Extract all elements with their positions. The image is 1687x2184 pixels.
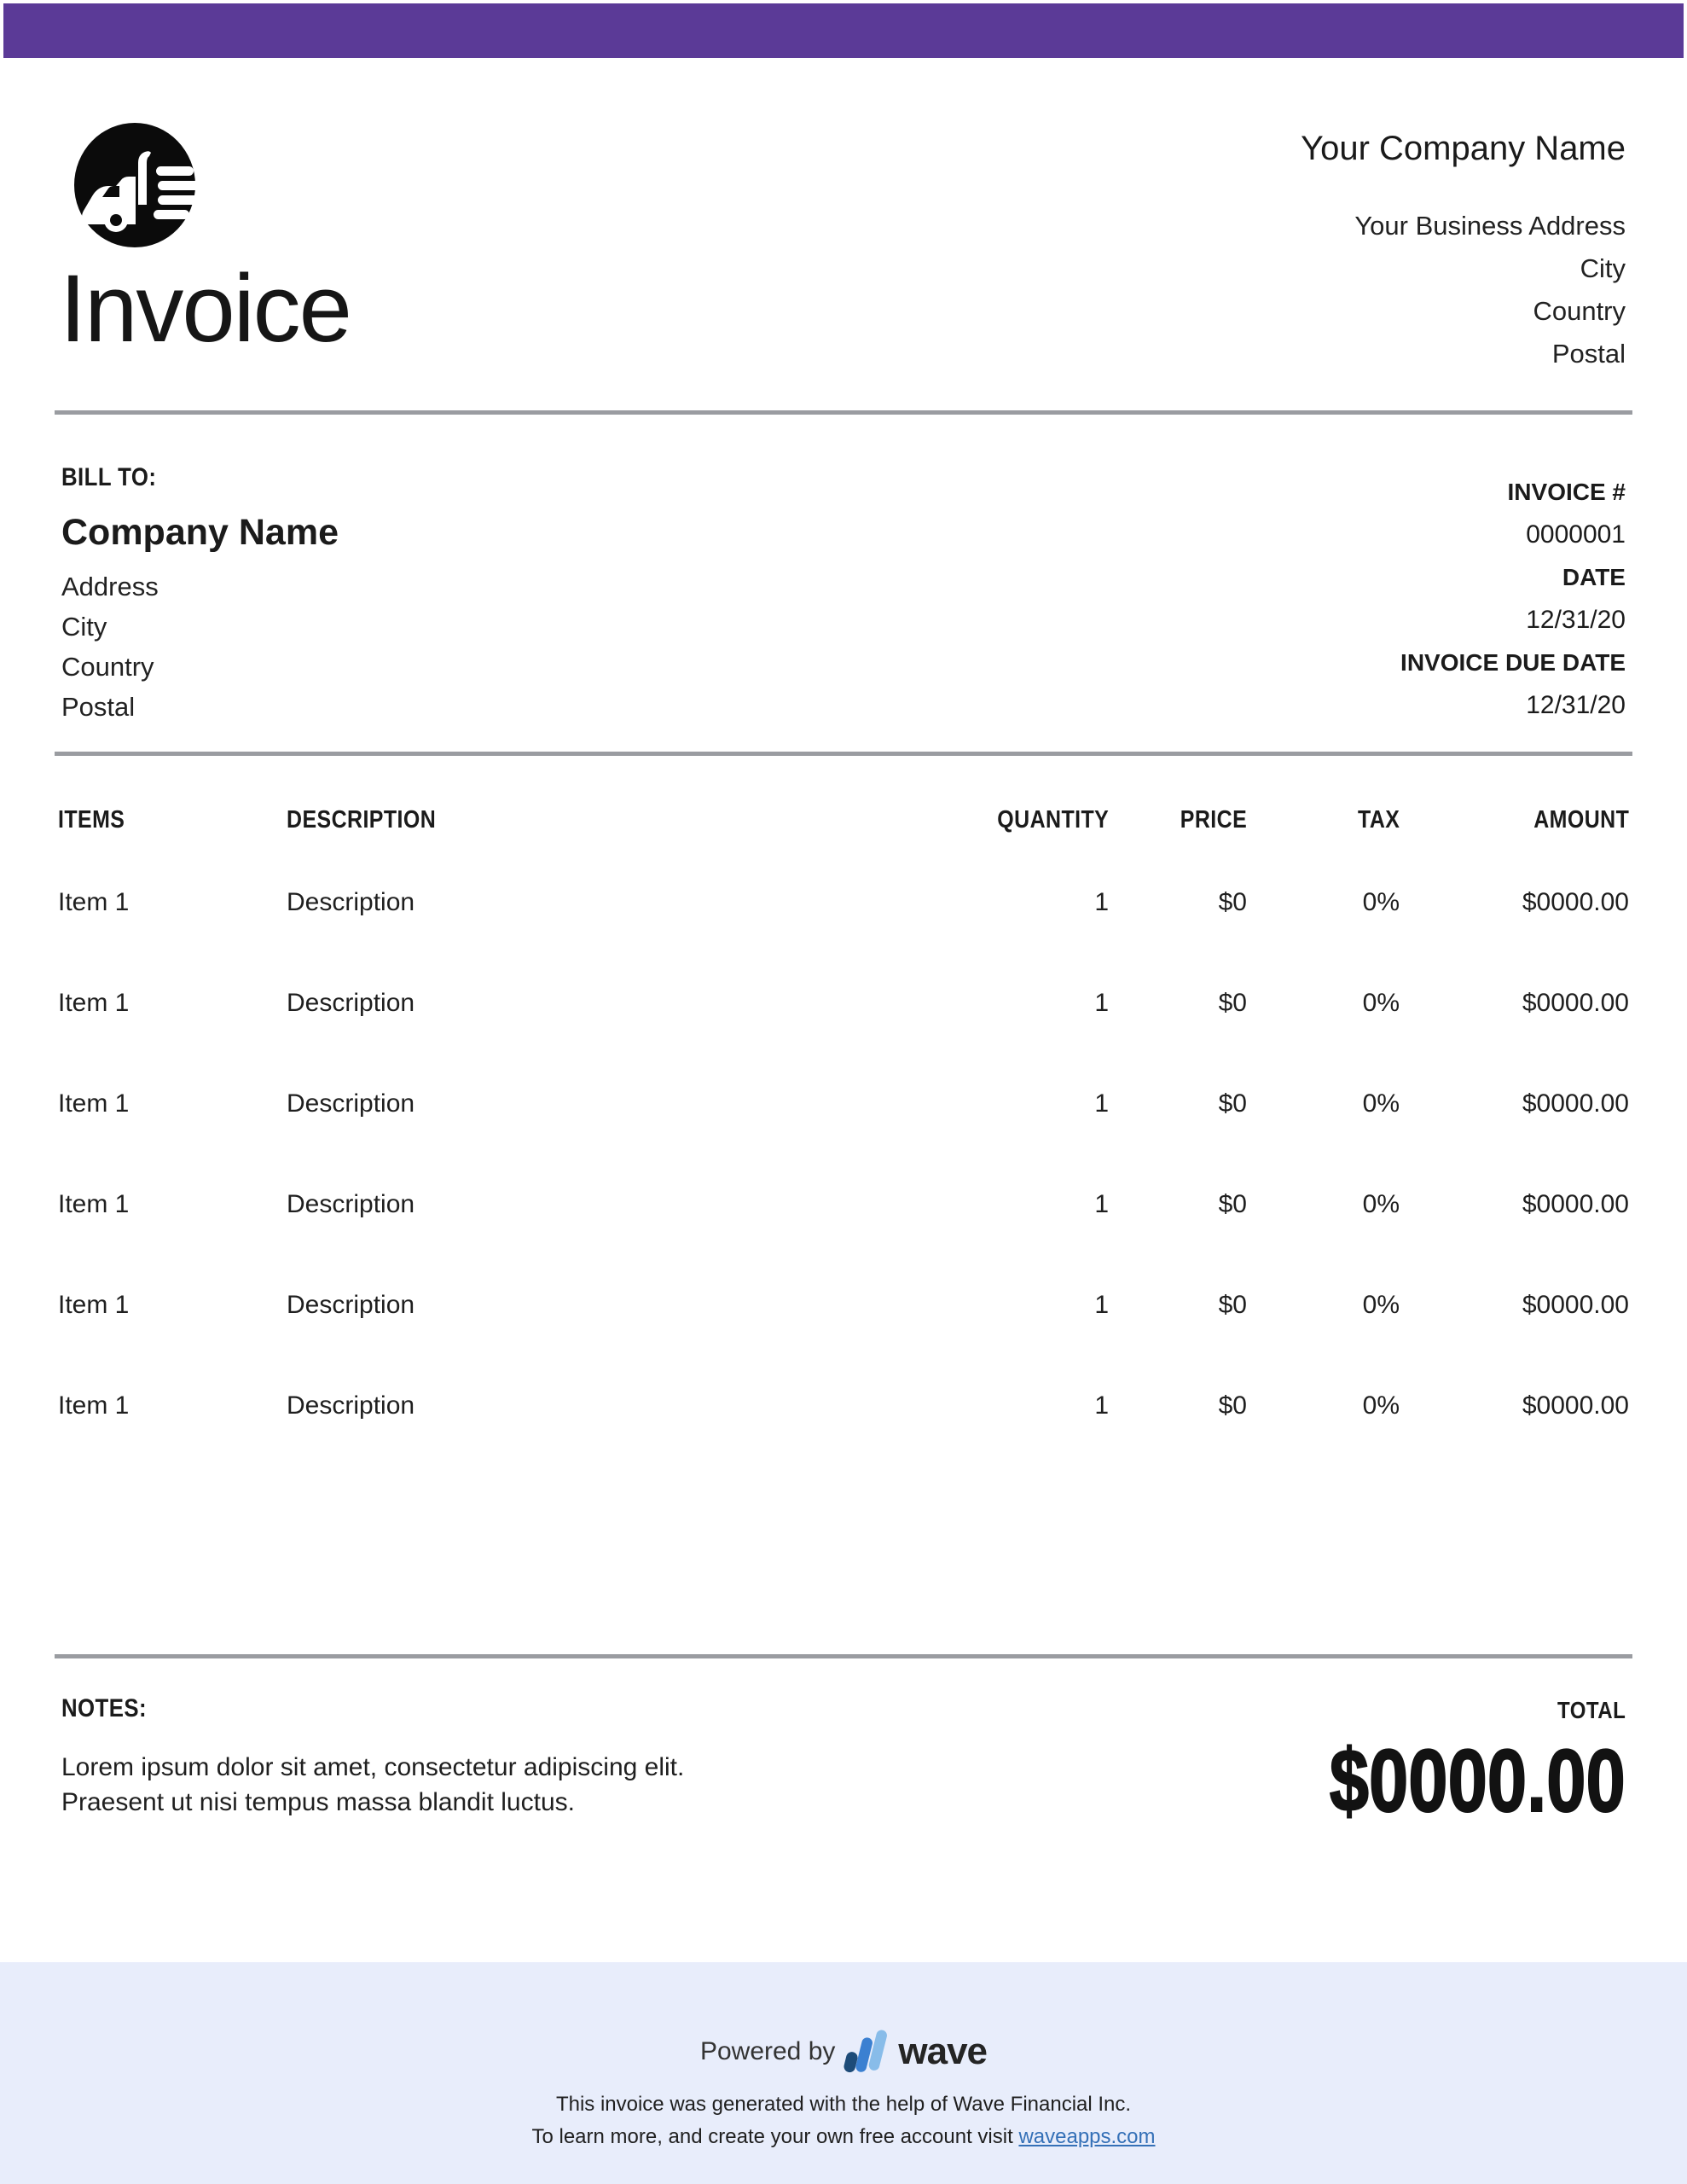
cell-quantity: 1 [1094, 888, 1109, 916]
invoice-number-label: INVOICE # [1507, 479, 1626, 505]
cell-amount: $0000.00 [1522, 1291, 1629, 1319]
cell-price: $0 [1218, 1291, 1247, 1319]
company-info [1301, 128, 1626, 375]
footer-line-1: This invoice was generated with the help of Wave Financial Inc. [555, 2093, 1132, 2116]
cell-item: Item 1 [58, 1291, 130, 1319]
cell-tax: 0% [1362, 1190, 1400, 1218]
notes-line-2: Praesent ut nisi tempus massa blandit luctus. [61, 1788, 575, 1816]
cell-amount: $0000.00 [1522, 1391, 1629, 1420]
cell-tax: 0% [1362, 1089, 1400, 1118]
invoice-number: 0000001 [1526, 520, 1626, 549]
cell-price: $0 [1218, 1089, 1247, 1118]
bill-to-section [61, 462, 339, 727]
company-logo [72, 120, 200, 250]
footer-line-2-text: To learn more, and create your own free account visit [531, 2125, 1019, 2148]
total-amount: $0000.00 [1329, 1732, 1626, 1831]
cell-description: Description [287, 1391, 415, 1420]
invoice-due-date: 12/31/20 [1526, 691, 1626, 719]
bill-to-postal: Postal [61, 692, 136, 722]
cell-amount: $0000.00 [1522, 989, 1629, 1017]
notes-line-1: Lorem ipsum dolor sit amet, consectetur adipiscing elit. [61, 1753, 685, 1781]
footer-line-2 [0, 2121, 1687, 2153]
cell-tax: 0% [1362, 888, 1400, 916]
total-label: TOTAL [1557, 1697, 1626, 1723]
col-tax: TAX [1357, 806, 1400, 834]
cell-description: Description [287, 989, 415, 1017]
wave-wordmark: wave [898, 2030, 988, 2072]
footer [0, 1962, 1687, 2184]
col-items: ITEMS [58, 806, 125, 834]
cell-price: $0 [1218, 1391, 1247, 1420]
cell-quantity: 1 [1094, 1190, 1109, 1218]
bill-to-company: Company Name [61, 512, 339, 553]
col-amount: AMOUNT [1533, 806, 1629, 834]
table-header-row [58, 805, 1629, 834]
cell-item: Item 1 [58, 989, 130, 1017]
table-row [58, 988, 1629, 1089]
divider-header [55, 410, 1632, 415]
cell-description: Description [287, 888, 415, 916]
document-title: Invoice [60, 255, 351, 362]
col-price: PRICE [1180, 806, 1247, 834]
cell-price: $0 [1218, 1190, 1247, 1218]
cell-amount: $0000.00 [1522, 1089, 1629, 1118]
invoice-date: 12/31/20 [1526, 606, 1626, 634]
waveapps-link[interactable]: waveapps.com [1018, 2125, 1156, 2148]
wave-logo-icon [844, 2025, 888, 2078]
cell-tax: 0% [1362, 1391, 1400, 1420]
cell-tax: 0% [1362, 989, 1400, 1017]
company-country: Country [1533, 296, 1626, 326]
cell-item: Item 1 [58, 1190, 130, 1218]
cell-quantity: 1 [1094, 1391, 1109, 1420]
line-items-table [58, 805, 1629, 1491]
cell-item: Item 1 [58, 1089, 130, 1118]
col-quantity: QUANTITY [997, 806, 1109, 834]
table-row [58, 1189, 1629, 1290]
cell-quantity: 1 [1094, 989, 1109, 1017]
cell-quantity: 1 [1094, 1291, 1109, 1319]
table-row [58, 1290, 1629, 1391]
cell-quantity: 1 [1094, 1089, 1109, 1118]
bill-to-address: Address [61, 572, 159, 601]
truck-icon [72, 120, 200, 250]
notes-label: NOTES: [61, 1694, 148, 1722]
due-date-label: INVOICE DUE DATE [1400, 649, 1626, 676]
cell-description: Description [287, 1089, 415, 1118]
cell-item: Item 1 [58, 888, 130, 916]
cell-tax: 0% [1362, 1291, 1400, 1319]
divider-billto [55, 752, 1632, 756]
cell-description: Description [287, 1190, 415, 1218]
table-row [58, 1089, 1629, 1189]
company-postal: Postal [1551, 339, 1626, 369]
cell-price: $0 [1218, 989, 1247, 1017]
col-description: DESCRIPTION [287, 806, 437, 834]
bill-to-city: City [61, 612, 107, 642]
bill-to-country: Country [61, 652, 154, 682]
cell-item: Item 1 [58, 1391, 130, 1420]
date-label: DATE [1562, 564, 1626, 590]
cell-description: Description [287, 1291, 415, 1319]
company-address: Your Business Address [1354, 211, 1626, 241]
company-name: Your Company Name [1301, 130, 1626, 167]
notes-section [61, 1693, 684, 1820]
cell-price: $0 [1218, 888, 1247, 916]
table-row [58, 887, 1629, 988]
bill-to-label: BILL TO: [61, 463, 157, 491]
accent-bar [3, 3, 1684, 58]
powered-by-label: Powered by [699, 2037, 836, 2065]
divider-summary [55, 1654, 1632, 1658]
table-row [58, 1391, 1629, 1491]
cell-amount: $0000.00 [1522, 888, 1629, 916]
line-items [58, 887, 1629, 1491]
total-section [1255, 1696, 1626, 1831]
invoice-meta [1400, 471, 1626, 727]
company-city: City [1580, 253, 1626, 283]
cell-amount: $0000.00 [1522, 1190, 1629, 1218]
